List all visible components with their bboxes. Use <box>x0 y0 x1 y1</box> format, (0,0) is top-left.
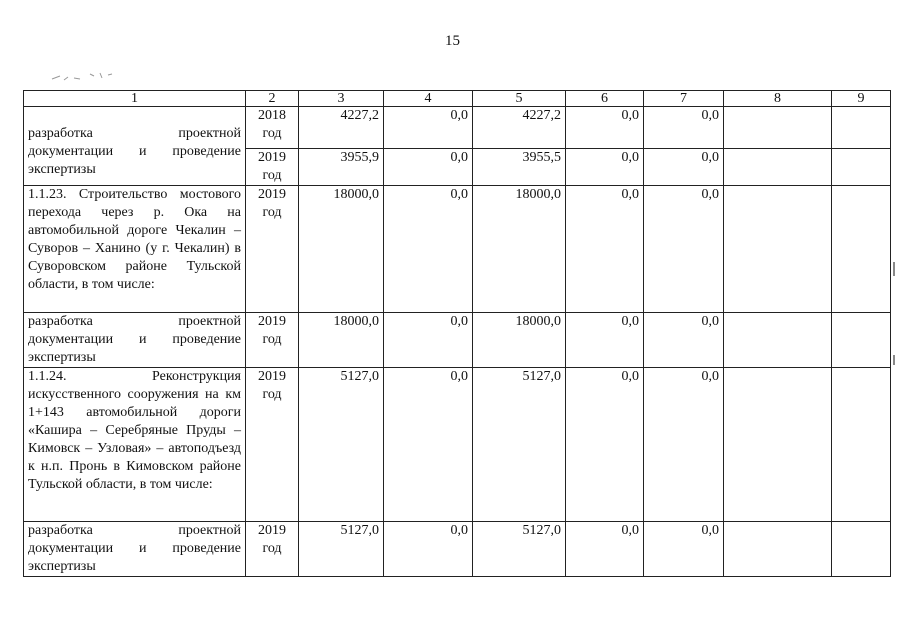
year-cell: 2019 год <box>246 186 299 313</box>
value-cell: 0,0 <box>566 149 644 186</box>
value-cell: 0,0 <box>384 149 473 186</box>
value-cell: 0,0 <box>644 368 724 522</box>
value-cell: 0,0 <box>384 313 473 368</box>
scan-noise-mark <box>50 70 120 84</box>
year-cell: 2019 год <box>246 522 299 577</box>
table-row <box>24 186 891 313</box>
column-header: 2 <box>246 91 299 107</box>
value-cell: 0,0 <box>384 107 473 149</box>
scan-edge-mark <box>893 355 895 365</box>
empty-cell <box>724 149 832 186</box>
empty-cell <box>724 313 832 368</box>
row-description: 1.1.24. Реконструкция искусственного сооружения на км 1+143 автомобильной дороги «Кашира – Серебряные Пруды – Кимовск – Узловая» – автоподъезд к н.п. Пронь в Кимовском районе Тульской области, в том числе: <box>24 368 246 522</box>
empty-cell <box>724 107 832 149</box>
value-cell: 5127,0 <box>473 368 566 522</box>
column-header: 1 <box>24 91 246 107</box>
value-cell: 0,0 <box>384 186 473 313</box>
value-cell: 0,0 <box>644 107 724 149</box>
year-cell: 2018 год <box>246 107 299 149</box>
value-cell: 0,0 <box>644 313 724 368</box>
value-cell: 4227,2 <box>473 107 566 149</box>
column-header: 6 <box>566 91 644 107</box>
row-description: разработка проектной документации и проведение экспертизы <box>24 107 246 186</box>
empty-cell <box>832 186 891 313</box>
value-cell: 0,0 <box>566 522 644 577</box>
budget-table <box>23 90 891 577</box>
value-cell: 0,0 <box>566 368 644 522</box>
value-cell: 0,0 <box>384 522 473 577</box>
value-cell: 0,0 <box>566 186 644 313</box>
column-header: 5 <box>473 91 566 107</box>
value-cell: 0,0 <box>644 186 724 313</box>
row-description: 1.1.23. Строительство мостового перехода через р. Ока на автомобильной дороге Чекалин – Суворов – Ханино (у г. Чекалин) в Суворовском районе Тульской области, в том числе: <box>24 186 246 313</box>
year-cell: 2019 год <box>246 368 299 522</box>
value-cell: 18000,0 <box>473 186 566 313</box>
value-cell: 18000,0 <box>299 186 384 313</box>
value-cell: 0,0 <box>566 313 644 368</box>
column-header-row <box>24 91 891 107</box>
row-description: разработка проектной документации и проведение экспертизы <box>24 313 246 368</box>
table-row <box>24 368 891 522</box>
table-row <box>24 313 891 368</box>
scan-edge-mark <box>893 262 895 276</box>
empty-cell <box>724 186 832 313</box>
empty-cell <box>724 522 832 577</box>
empty-cell <box>832 522 891 577</box>
value-cell: 18000,0 <box>473 313 566 368</box>
column-header: 9 <box>832 91 891 107</box>
table-row <box>24 522 891 577</box>
value-cell: 5127,0 <box>299 368 384 522</box>
value-cell: 5127,0 <box>473 522 566 577</box>
value-cell: 5127,0 <box>299 522 384 577</box>
empty-cell <box>832 149 891 186</box>
empty-cell <box>832 107 891 149</box>
value-cell: 3955,9 <box>299 149 384 186</box>
column-header: 4 <box>384 91 473 107</box>
empty-cell <box>832 368 891 522</box>
year-cell: 2019 год <box>246 149 299 186</box>
value-cell: 3955,5 <box>473 149 566 186</box>
column-header: 7 <box>644 91 724 107</box>
empty-cell <box>724 368 832 522</box>
year-cell: 2019 год <box>246 313 299 368</box>
value-cell: 4227,2 <box>299 107 384 149</box>
column-header: 3 <box>299 91 384 107</box>
column-header: 8 <box>724 91 832 107</box>
value-cell: 0,0 <box>644 149 724 186</box>
page-number: 15 <box>445 33 460 49</box>
row-description: разработка проектной документации и проведение экспертизы <box>24 522 246 577</box>
value-cell: 0,0 <box>384 368 473 522</box>
value-cell: 18000,0 <box>299 313 384 368</box>
value-cell: 0,0 <box>644 522 724 577</box>
empty-cell <box>832 313 891 368</box>
value-cell: 0,0 <box>566 107 644 149</box>
table-row <box>24 107 891 149</box>
